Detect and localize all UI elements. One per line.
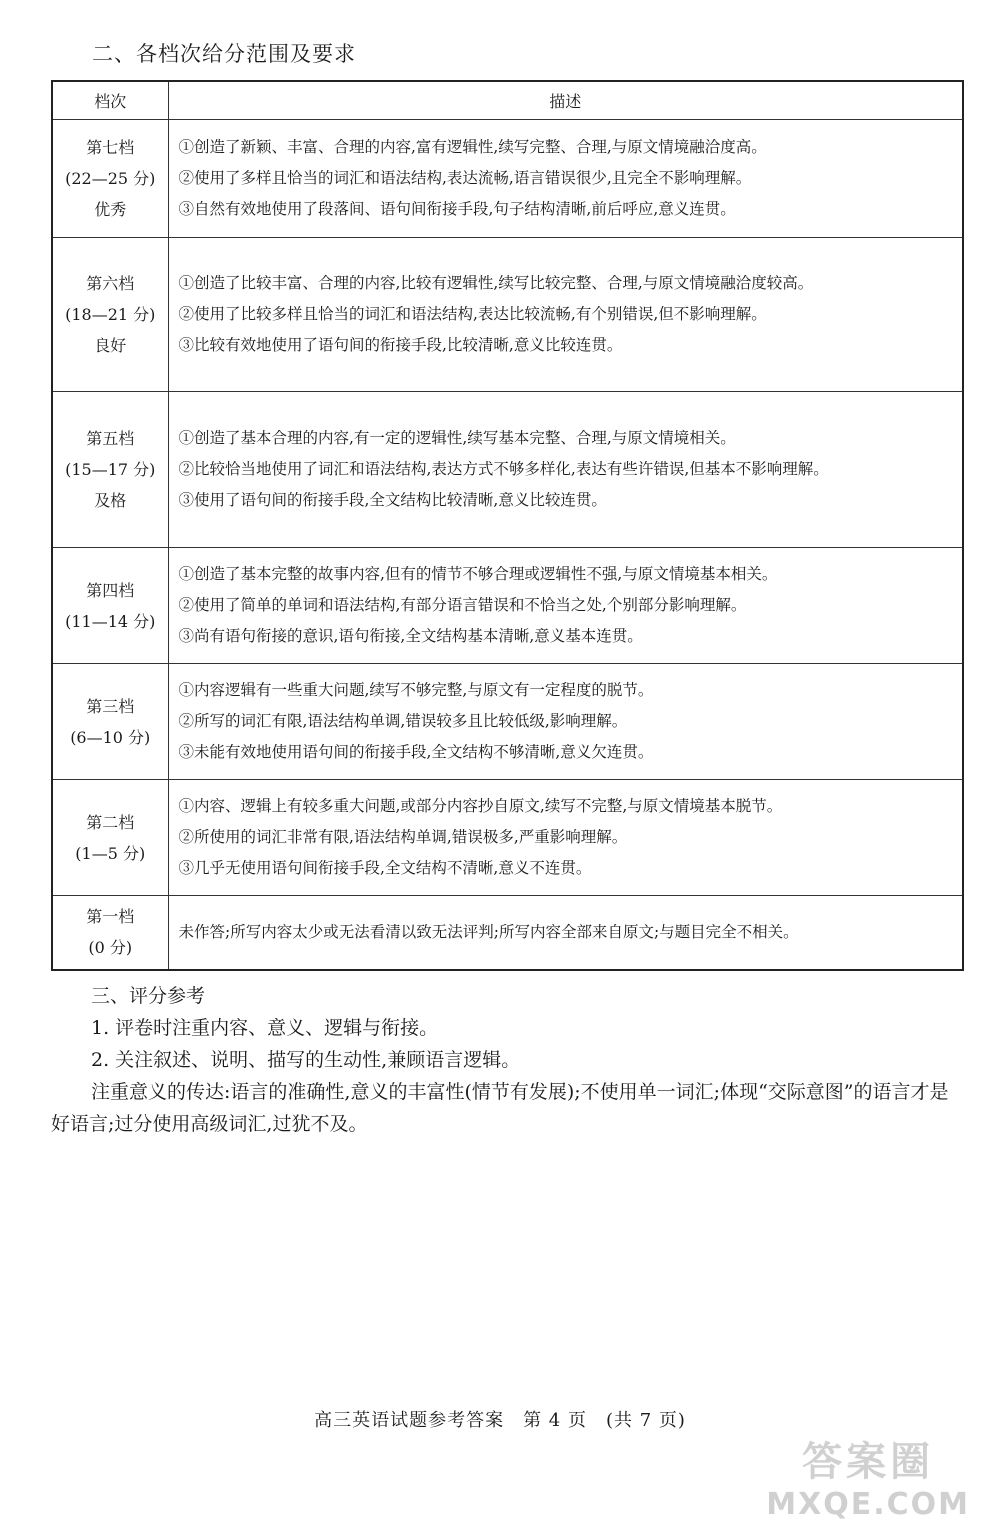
level-name: 第一档 [86, 907, 135, 927]
level-score: (1—5 分) [75, 843, 146, 863]
level-name: 第六档 [86, 274, 135, 293]
description-line: ②所写的词汇有限,语法结构单调,错误较多且比较低级,影响理解。 [178, 712, 628, 730]
description-cell [168, 664, 963, 780]
level-score: (6—10 分) [70, 727, 151, 747]
description-line: ①创造了基本完整的故事内容,但有的情节不够合理或逻辑性不强,与原文情境基本相关。 [178, 565, 778, 583]
table-row [52, 120, 963, 238]
watermark-top-text: 答案圈 [802, 1439, 935, 1485]
table-row [52, 780, 963, 896]
description-line: ③使用了语句间的衔接手段,全文结构比较清晰,意义比较连贯。 [178, 491, 607, 509]
level-cell [52, 664, 168, 780]
description-cell [168, 238, 963, 392]
header-level: 档次 [52, 81, 168, 120]
level-cell [52, 238, 168, 392]
level-rating: 良好 [94, 336, 127, 355]
reference-title: 三、评分参考 [91, 985, 206, 1007]
description-line: ②所使用的词汇非常有限,语法结构单调,错误极多,严重影响理解。 [178, 828, 628, 846]
reference-item: 2. 关注叙述、说明、描写的生动性,兼顾语言逻辑。 [91, 1049, 521, 1071]
level-cell [52, 896, 168, 970]
table-row [52, 238, 963, 392]
watermark-bottom-text: MXQE.COM [766, 1487, 970, 1522]
level-cell [52, 780, 168, 896]
grading-table [51, 80, 964, 971]
level-name: 第三档 [86, 696, 135, 716]
table-header-row [52, 81, 963, 120]
description-cell [168, 780, 963, 896]
description-line: ③几乎无使用语句间衔接手段,全文结构不清晰,意义不连贯。 [178, 859, 592, 877]
description-cell [168, 120, 963, 238]
description-cell [168, 392, 963, 548]
level-score: (0 分) [88, 938, 133, 958]
description-cell [168, 548, 963, 664]
level-score: (15—17 分) [65, 460, 156, 479]
level-name: 第二档 [86, 812, 135, 832]
description-line: ③自然有效地使用了段落间、语句间衔接手段,句子结构清晰,前后呼应,意义连贯。 [178, 200, 736, 218]
table-row [52, 896, 963, 970]
reference-item: 1. 评卷时注重内容、意义、逻辑与衔接。 [91, 1017, 439, 1039]
level-cell [52, 392, 168, 548]
level-score: (11—14 分) [65, 611, 156, 631]
header-description: 描述 [168, 81, 963, 120]
description-line: ②使用了比较多样且恰当的词汇和语法结构,表达比较流畅,有个别错误,但不影响理解。 [178, 305, 767, 323]
description-line: ②使用了简单的单词和语法结构,有部分语言错误和不恰当之处,个别部分影响理解。 [178, 596, 747, 614]
description-line: ①创造了新颖、丰富、合理的内容,富有逻辑性,续写完整、合理,与原文情境融洽度高。 [178, 138, 767, 156]
description-cell [168, 896, 963, 970]
description-line: ③比较有效地使用了语句间的衔接手段,比较清晰,意义比较连贯。 [178, 336, 623, 354]
level-rating: 及格 [94, 491, 127, 510]
description-line: ①创造了比较丰富、合理的内容,比较有逻辑性,续写比较完整、合理,与原文情境融洽度较高。 [178, 274, 814, 292]
description-line: ①内容逻辑有一些重大问题,续写不够完整,与原文有一定程度的脱节。 [178, 681, 654, 699]
scoring-reference [51, 980, 964, 1140]
level-score: (22—25 分) [65, 169, 156, 188]
level-name: 第七档 [86, 138, 135, 157]
table-row [52, 548, 963, 664]
description-line: ①创造了基本合理的内容,有一定的逻辑性,续写基本完整、合理,与原文情境相关。 [178, 429, 736, 447]
description-line: 未作答;所写内容太少或无法看清以致无法评判;所写内容全部来自原文;与题目完全不相关。 [178, 922, 799, 941]
description-line: ①内容、逻辑上有较多重大问题,或部分内容抄自原文,续写不完整,与原文情境基本脱节。 [178, 797, 783, 815]
description-line: ③尚有语句衔接的意识,语句衔接,全文结构基本清晰,意义基本连贯。 [178, 627, 643, 645]
description-line: ②使用了多样且恰当的词汇和语法结构,表达流畅,语言错误很少,且完全不影响理解。 [178, 169, 752, 187]
level-cell [52, 120, 168, 238]
level-name: 第四档 [86, 580, 135, 600]
level-cell [52, 548, 168, 664]
level-score: (18—21 分) [65, 305, 156, 324]
description-line: ②比较恰当地使用了词汇和语法结构,表达方式不够多样化,表达有些许错误,但基本不影响理解。 [178, 460, 829, 478]
section-title: 二、各档次给分范围及要求 [92, 42, 356, 66]
table-row [52, 664, 963, 780]
reference-note: 注重意义的传达:语言的准确性,意义的丰富性(情节有发展);不使用单一词汇;体现“交际意图”的语言才是好语言;过分使用高级词汇,过犹不及。 [51, 1081, 949, 1135]
level-rating: 优秀 [94, 200, 127, 219]
watermark-logo [766, 1430, 970, 1522]
table-row [52, 392, 963, 548]
page-footer: 高三英语试题参考答案 第 4 页 (共 7 页) [314, 1410, 686, 1431]
level-name: 第五档 [86, 429, 135, 448]
description-line: ③未能有效地使用语句间的衔接手段,全文结构不够清晰,意义欠连贯。 [178, 743, 654, 761]
